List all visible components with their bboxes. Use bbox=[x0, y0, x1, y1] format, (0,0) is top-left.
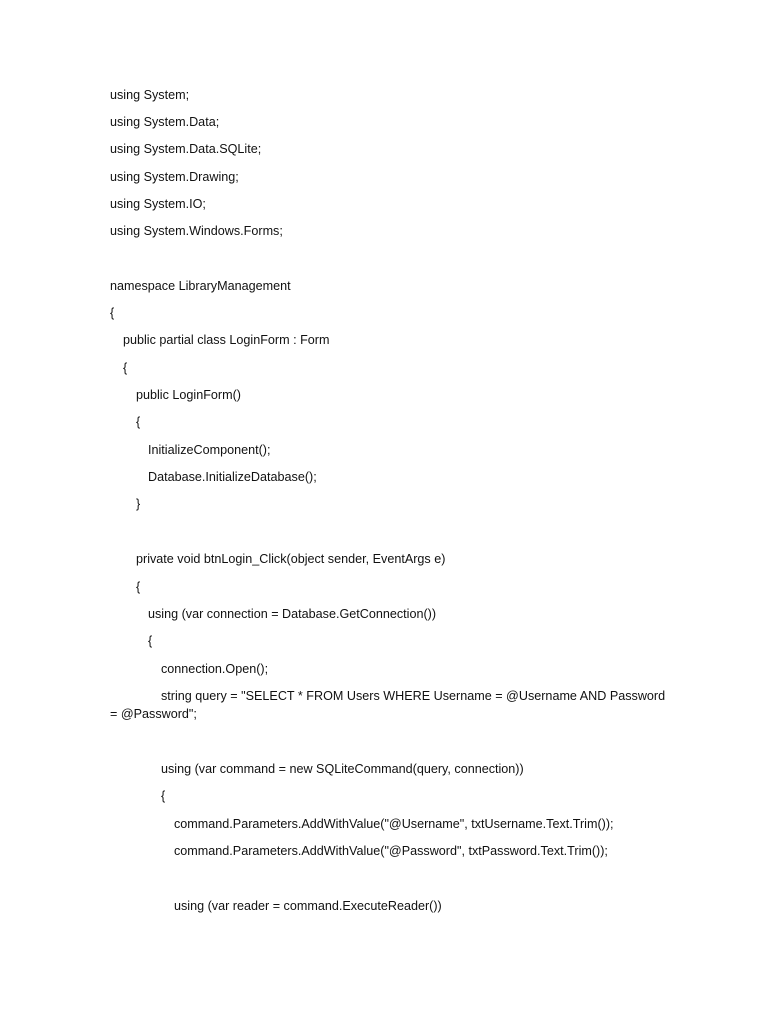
code-line: public partial class LoginForm : Form bbox=[123, 333, 330, 347]
code-line: using System.IO; bbox=[110, 197, 206, 211]
code-line: string query = "SELECT * FROM Users WHERE Username = @Username AND Password bbox=[161, 689, 666, 703]
code-line: public LoginForm() bbox=[136, 388, 241, 402]
code-line: { bbox=[148, 634, 153, 648]
code-line: { bbox=[136, 580, 141, 594]
code-line: using (var reader = command.ExecuteReader()) bbox=[174, 899, 442, 913]
code-line: connection.Open(); bbox=[161, 662, 269, 676]
code-line: command.Parameters.AddWithValue("@Password", txtPassword.Text.Trim()); bbox=[174, 844, 608, 858]
code-line: namespace LibraryManagement bbox=[110, 279, 291, 293]
code-line: command.Parameters.AddWithValue("@Username", txtUsername.Text.Trim()); bbox=[174, 817, 614, 831]
code-line: = @Password"; bbox=[110, 707, 197, 721]
code-line: using System.Data.SQLite; bbox=[110, 142, 262, 156]
code-line: { bbox=[110, 306, 115, 320]
code-line: using System.Drawing; bbox=[110, 170, 239, 184]
code-line: using (var command = new SQLiteCommand(query, connection)) bbox=[161, 762, 524, 776]
code-line: { bbox=[161, 789, 166, 803]
code-line: { bbox=[123, 361, 128, 375]
code-line: using System.Windows.Forms; bbox=[110, 224, 283, 238]
code-line: Database.InitializeDatabase(); bbox=[148, 470, 317, 484]
code-line: } bbox=[136, 497, 141, 511]
code-line: private void btnLogin_Click(object sender, EventArgs e) bbox=[136, 552, 446, 566]
code-line: using (var connection = Database.GetConnection()) bbox=[148, 607, 437, 621]
code-line: using System.Data; bbox=[110, 115, 220, 129]
code-line: { bbox=[136, 415, 141, 429]
code-line: using System; bbox=[110, 88, 190, 102]
code-line: InitializeComponent(); bbox=[148, 443, 271, 457]
